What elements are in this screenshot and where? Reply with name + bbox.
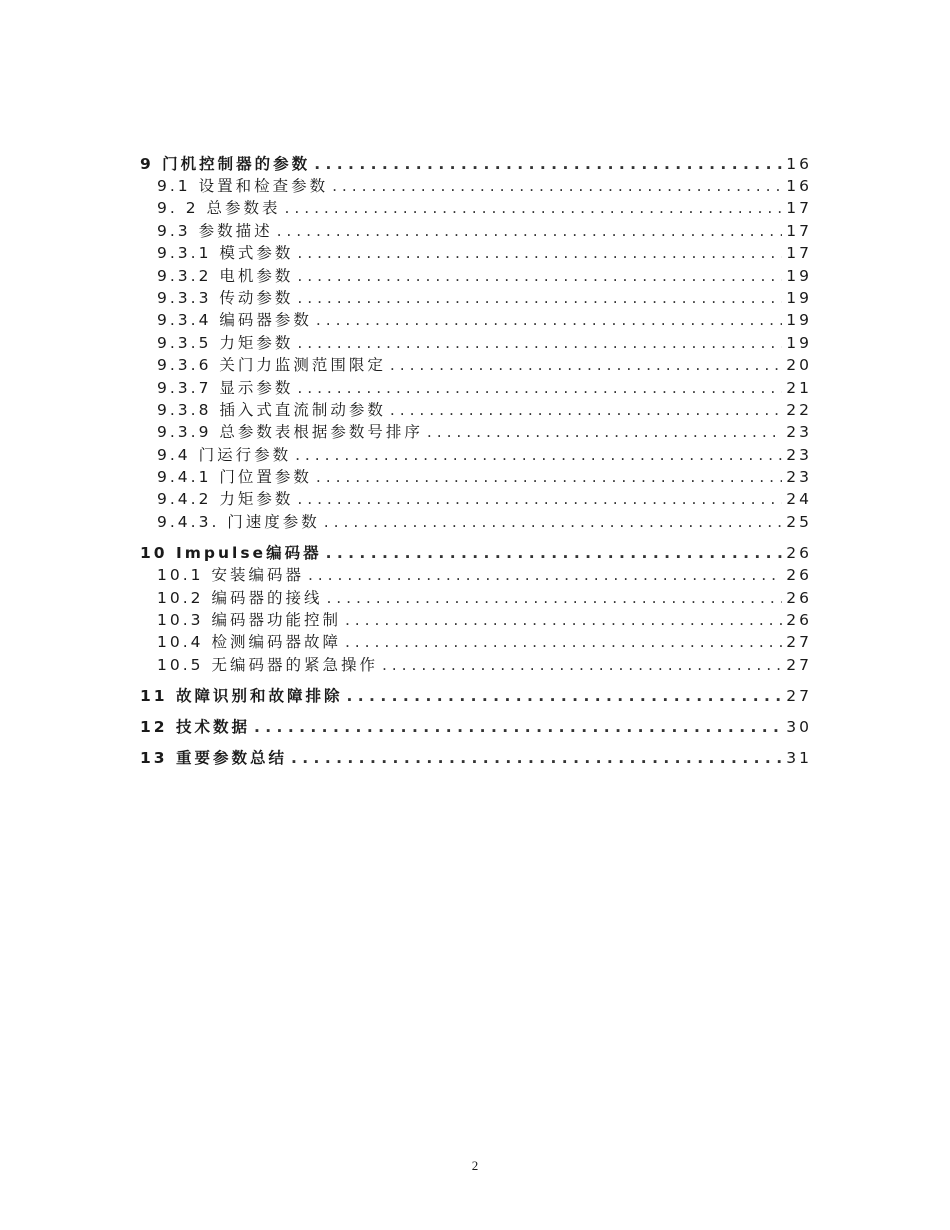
toc-entry-title: 10 Impulse编码器 <box>140 544 322 563</box>
toc-entry-page: 21 <box>786 378 812 397</box>
toc-entry[interactable] <box>140 608 812 630</box>
toc-entry[interactable] <box>140 398 812 420</box>
toc-entry-page: 26 <box>786 611 812 630</box>
toc-entry-title: 9.3.3 传动参数 <box>157 288 294 307</box>
toc-entry-title: 9.3.7 显示参数 <box>157 378 294 397</box>
toc-entry-page: 20 <box>786 356 812 375</box>
toc-dot-leader <box>332 177 782 195</box>
toc-entry-page: 19 <box>786 333 812 352</box>
toc-entry-page: 17 <box>786 221 812 240</box>
toc-dot-leader <box>285 199 783 217</box>
toc-entry[interactable] <box>140 264 812 286</box>
toc-dot-leader <box>291 749 782 767</box>
toc-entry-title: 9.3.5 力矩参数 <box>157 333 294 352</box>
toc-entry[interactable] <box>140 715 812 737</box>
toc-dot-leader <box>297 334 782 352</box>
toc-entry[interactable] <box>140 653 812 675</box>
toc-entry-page: 27 <box>786 687 812 706</box>
toc-dot-leader <box>295 446 782 464</box>
toc-dot-leader <box>297 289 782 307</box>
toc-entry-title: 9.4.3. 门速度参数 <box>157 512 320 531</box>
toc-entry-title: 9.3.1 模式参数 <box>157 244 294 263</box>
toc-entry-title: 10.4 检测编码器故障 <box>157 633 341 652</box>
toc-dot-leader <box>324 513 782 531</box>
toc-entry[interactable] <box>140 586 812 608</box>
toc-dot-leader <box>382 656 782 674</box>
toc-entry-page: 31 <box>786 749 812 768</box>
toc-dot-leader <box>326 589 782 607</box>
toc-entry-title: 9.3.6 关门力监测范围限定 <box>157 356 386 375</box>
toc-dot-leader <box>254 718 782 736</box>
toc-entry-page: 22 <box>786 400 812 419</box>
toc-entry-page: 25 <box>786 512 812 531</box>
toc-entry-page: 17 <box>786 244 812 263</box>
toc-dot-leader <box>297 267 782 285</box>
toc-entry[interactable] <box>140 487 812 509</box>
toc-entry-title: 9.1 设置和检查参数 <box>157 177 329 195</box>
toc-entry-title: 9.4 门运行参数 <box>157 445 292 464</box>
toc-entry-title: 12 技术数据 <box>140 718 250 737</box>
toc-entry-title: 9.3.8 插入式直流制动参数 <box>157 400 386 419</box>
toc-entry-page: 23 <box>786 468 812 487</box>
toc-dot-leader <box>308 566 782 584</box>
toc-entry-title: 9.3.2 电机参数 <box>157 266 294 285</box>
toc-entry[interactable] <box>140 308 812 330</box>
toc-entry[interactable] <box>140 630 812 652</box>
toc-entry-page: 19 <box>786 266 812 285</box>
toc-dot-leader <box>390 356 782 374</box>
toc-entry-title: 13 重要参数总结 <box>140 749 287 768</box>
toc-entry-title: 9.3.4 编码器参数 <box>157 311 312 330</box>
toc-entry-page: 24 <box>786 490 812 509</box>
toc-dot-leader <box>346 687 782 705</box>
toc-entry[interactable] <box>140 420 812 442</box>
toc-entry-title: 9 门机控制器的参数 <box>140 155 311 173</box>
toc-entry-page: 16 <box>786 155 812 173</box>
toc-entry-page: 17 <box>786 199 812 218</box>
toc-entry-title: 9.3 参数描述 <box>157 221 273 240</box>
toc-entry[interactable] <box>140 219 812 241</box>
toc-entry[interactable] <box>140 510 812 532</box>
toc-entry-page: 27 <box>786 633 812 652</box>
toc-entry[interactable] <box>140 174 812 196</box>
toc-entry[interactable] <box>140 746 812 768</box>
toc-entry-title: 11 故障识别和故障排除 <box>140 687 343 706</box>
toc-entry[interactable] <box>140 443 812 465</box>
toc-entry-title: 9.4.1 门位置参数 <box>157 468 312 487</box>
table-of-contents <box>140 152 812 768</box>
toc-entry-title: 9.4.2 力矩参数 <box>157 490 294 509</box>
toc-entry-page: 26 <box>786 588 812 607</box>
toc-entry-title: 10.3 编码器功能控制 <box>157 611 341 630</box>
toc-entry-page: 19 <box>786 311 812 330</box>
toc-dot-leader <box>345 633 782 651</box>
toc-entry[interactable] <box>140 196 812 218</box>
toc-entry-title: 10.5 无编码器的紧急操作 <box>157 655 378 674</box>
toc-dot-leader <box>314 155 782 173</box>
toc-entry[interactable] <box>140 541 812 563</box>
toc-entry-page: 30 <box>786 718 812 737</box>
toc-entry-title: 9.3.9 总参数表根据参数号排序 <box>157 423 423 442</box>
toc-entry-page: 27 <box>786 655 812 674</box>
toc-dot-leader <box>297 490 782 508</box>
toc-dot-leader <box>390 401 782 419</box>
toc-entry[interactable] <box>140 563 812 585</box>
toc-entry[interactable] <box>140 152 812 174</box>
page-number: 2 <box>471 1158 479 1173</box>
toc-entry-title: 10.2 编码器的接线 <box>157 588 323 607</box>
toc-entry-page: 26 <box>786 566 812 585</box>
toc-entry[interactable] <box>140 331 812 353</box>
toc-dot-leader <box>427 423 782 441</box>
toc-dot-leader <box>297 244 782 262</box>
toc-entry-title: 9. 2 总参数表 <box>157 199 281 218</box>
toc-entry[interactable] <box>140 465 812 487</box>
toc-entry-title: 10.1 安装编码器 <box>157 566 304 585</box>
toc-dot-leader <box>316 468 782 486</box>
toc-entry[interactable] <box>140 241 812 263</box>
toc-dot-leader <box>345 611 782 629</box>
toc-entry-page: 19 <box>786 288 812 307</box>
toc-dot-leader <box>297 379 782 397</box>
toc-dot-leader <box>277 222 783 240</box>
toc-entry[interactable] <box>140 684 812 706</box>
toc-entry-page: 23 <box>786 445 812 464</box>
toc-entry[interactable] <box>140 286 812 308</box>
toc-entry[interactable] <box>140 376 812 398</box>
toc-entry-page: 23 <box>786 423 812 442</box>
toc-entry-page: 16 <box>786 177 812 195</box>
toc-entry-page: 26 <box>786 544 812 563</box>
toc-dot-leader <box>326 544 783 562</box>
toc-entry[interactable] <box>140 353 812 375</box>
toc-dot-leader <box>316 311 782 329</box>
